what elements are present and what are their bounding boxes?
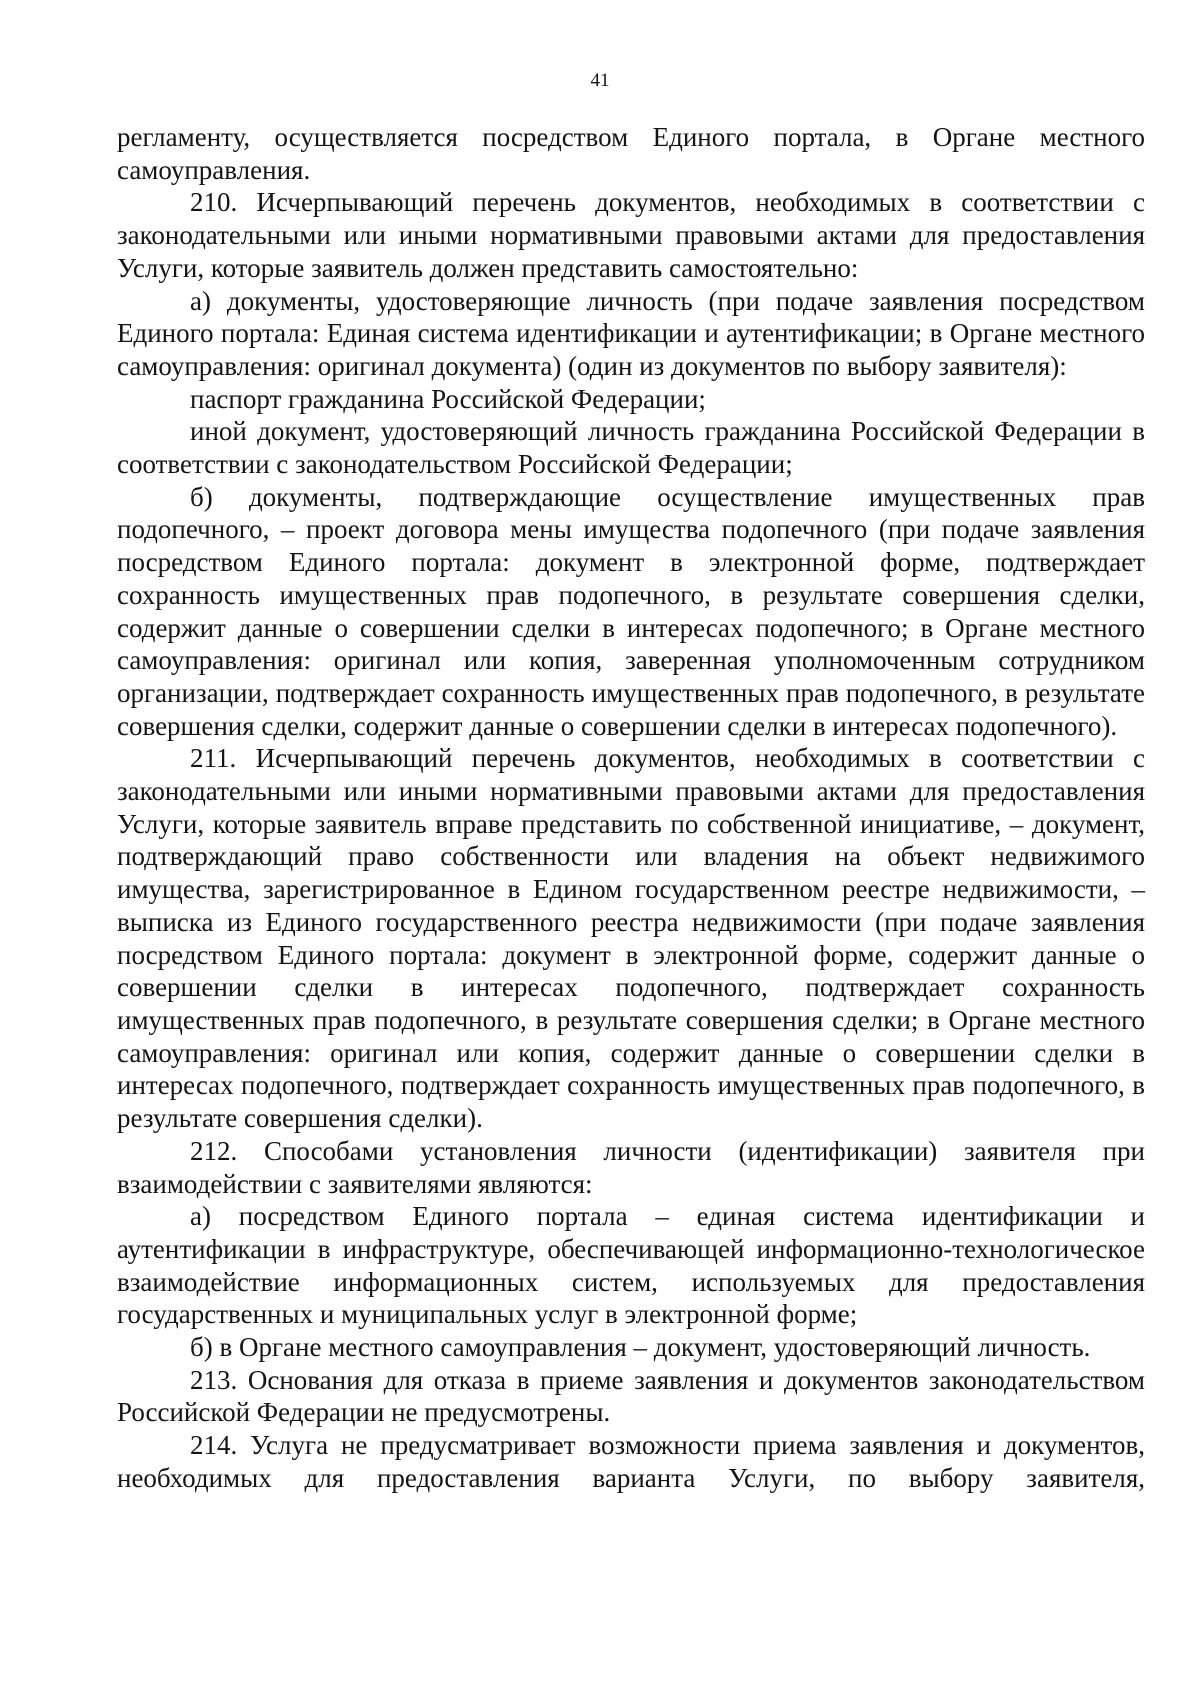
paragraph-continuation: регламенту, осуществляется посредством Единого портала, в Органе местного самоуправления. [117,122,1145,185]
paragraph-212-b: б) в Органе местного самоуправления – документ, удостоверяющий личность. [190,1332,1091,1363]
paragraph-214: 214. Услуга не предусматривает возможности приема заявления и документов, необходимых для предоставления варианта Услуги, по выбору заявителя, [117,1430,1145,1493]
paragraph-210-b: б) документы, подтверждающие осуществление имущественных прав подопечного, – проект договора мены имущества подопечного (при подаче заявления посредством Единого портала: документ в электронной форме, подтверждает сохранность имущественных прав подопечного, в результате совершения сделки, содержит данные о совершении сделки в интересах подопечного; в Органе местного самоуправления: оригинал или копия, заверенная уполномоченным сотрудником организации, подтверждает сохранность имущественных прав подопечного, в результате совершения сделки, содержит данные о совершении сделки в интересах подопечного). [117,481,1145,741]
paragraph-passport: паспорт гражданина Российской Федерации; [190,383,706,414]
paragraph-other-document: иной документ, удостоверяющий личность гражданина Российской Федерации в соответствии с законодательством Российской Федерации; [117,416,1145,480]
paragraph-212-a: а) посредством Единого портала – единая система идентификации и аутентификации в инфраструктуре, обеспечивающей информационно-технологическое взаимодействие информационных систем, используемых для предоставления государственных и муниципальных услуг в электронной форме; [117,1201,1145,1330]
paragraph-210: 210. Исчерпывающий перечень документов, необходимых в соответствии с законодательными или иными нормативными правовыми актами для предоставления Услуги, которые заявитель должен представить самостоятельно: [117,187,1145,283]
paragraph-210-a: а) документы, удостоверяющие личность (при подаче заявления посредством Единого портала: Единая система идентификации и аутентификации; в Органе местного самоуправления: оригинал документа) (один из документов по выбору заявителя): [117,285,1145,381]
document-body [117,121,1145,1495]
paragraph-212: 212. Способами установления личности (идентификации) заявителя при взаимодействии с заявителями являются: [117,1135,1145,1199]
paragraph-213: 213. Основания для отказа в приеме заявления и документов законодательством Российской Федерации не предусмотрены. [117,1364,1145,1428]
paragraph-211: 211. Исчерпывающий перечень документов, необходимых в соответствии с законодательными или иными нормативными правовыми актами для предоставления Услуги, которые заявитель вправе представить по собственной инициативе, – документ, подтверждающий право собственности или владения на объект недвижимого имущества, зарегистрированное в Едином государственном реестре недвижимости, – выписка из Единого государственного реестра недвижимости (при подаче заявления посредством Единого портала: документ в электронной форме, содержит данные о совершении сделки в интересах подопечного, подтверждает сохранность имущественных прав подопечного, в результате совершения сделки; в Органе местного самоуправления: оригинал или копия, содержит данные о совершении сделки в интересах подопечного, подтверждает сохранность имущественных прав подопечного, в результате совершения сделки). [117,743,1145,1134]
page-number: 41 [590,70,610,91]
